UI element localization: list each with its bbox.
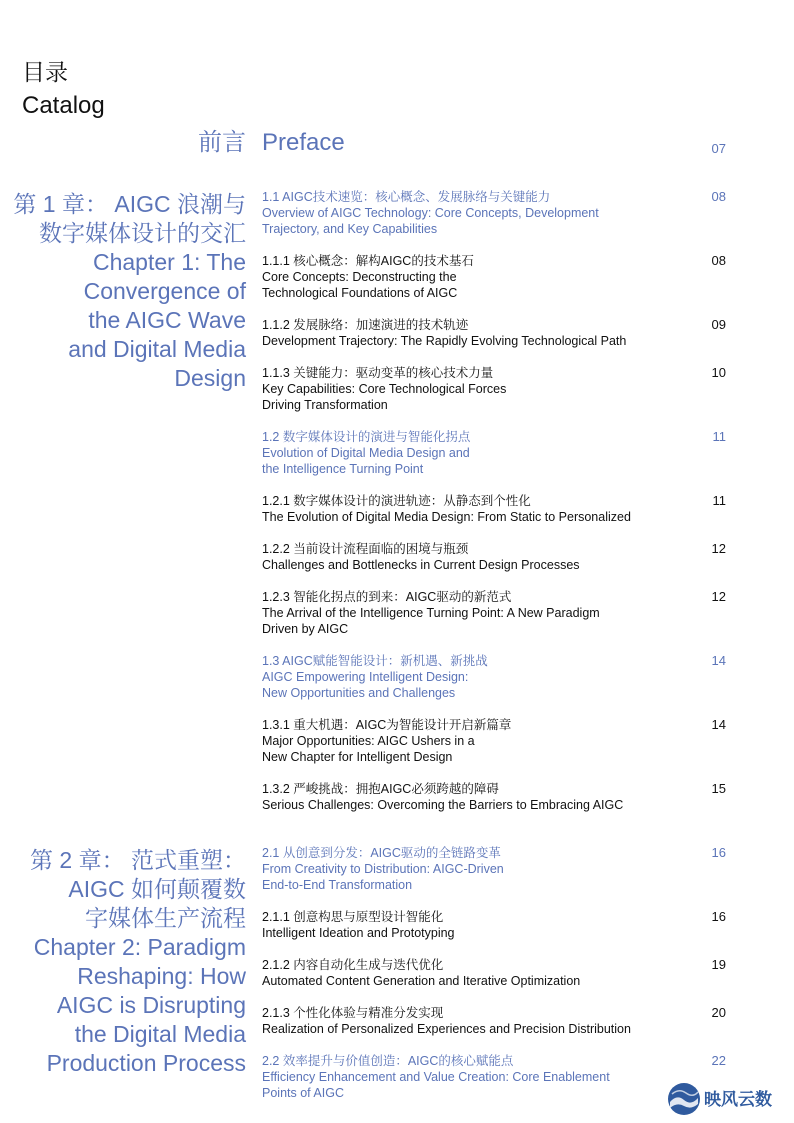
- toc-section-entry: [262, 653, 682, 701]
- toc-section-entry: [262, 845, 682, 893]
- toc-subsection-entry: [262, 541, 682, 573]
- toc-entry-line: 2.1 从创意到分发：AIGC驱动的全链路变革: [262, 846, 501, 860]
- toc-entry-line: 1.1 AIGC技术速览：核心概念、发展脉络与关键能力: [262, 190, 551, 204]
- toc-subsection-entry: [262, 957, 682, 989]
- toc-page-number: 14: [711, 653, 726, 668]
- chapter-heading-line: Chapter 2: Paradigm: [33, 934, 246, 960]
- toc-entry-line: the Intelligence Turning Point: [262, 462, 424, 476]
- toc-entry-line: AIGC Empowering Intelligent Design:: [262, 670, 469, 684]
- chapter-heading-line: Design: [174, 365, 246, 391]
- toc-entry-line: 2.2 效率提升与价值创造：AIGC的核心赋能点: [262, 1054, 514, 1068]
- toc-entry-line: Driving Transformation: [262, 398, 388, 412]
- chapter-heading-line: Chapter 1: The: [92, 249, 246, 275]
- toc-entry-line: Intelligent Ideation and Prototyping: [262, 926, 455, 940]
- chapter-heading: [6, 846, 246, 1078]
- toc-entry-line: 2.1.1 创意构思与原型设计智能化: [262, 910, 444, 924]
- toc-entry-line: 1.3.1 重大机遇：AIGC为智能设计开启新篇章: [262, 718, 512, 732]
- chapter-heading-line: AIGC 如何颠覆数: [68, 876, 246, 902]
- toc-entry-line: Overview of AIGC Technology: Core Concepts, Development: [262, 206, 599, 220]
- toc-entry-line: 1.2.3 智能化拐点的到来：AIGC驱动的新范式: [262, 590, 512, 604]
- toc-entry-line: 1.1.1 核心概念：解构AIGC的技术基石: [262, 254, 474, 268]
- chapter-heading-line: 第 2 章： 范式重塑：: [30, 847, 246, 873]
- toc-entry-line: 1.2.2 当前设计流程面临的困境与瓶颈: [262, 542, 469, 556]
- chapter-heading-line: the AIGC Wave: [88, 307, 246, 333]
- toc-subsection-entry: [262, 781, 682, 813]
- toc-page-number: 08: [711, 253, 726, 268]
- toc-subsection-entry: [262, 365, 682, 413]
- toc-section-entry: [262, 429, 682, 477]
- toc-entry-line: Development Trajectory: The Rapidly Evolving Technological Path: [262, 334, 627, 348]
- preface-label-cn: 前言: [198, 129, 246, 156]
- toc-entry-line: 2.1.2 内容自动化生成与迭代优化: [262, 958, 444, 972]
- toc-entry-line: 1.1.3 关键能力：驱动变革的核心技术力量: [262, 366, 494, 380]
- toc-subsection-entry: [262, 317, 682, 349]
- toc-entry-line: 1.3.2 严峻挑战：拥抱AIGC必须跨越的障碍: [262, 782, 499, 796]
- chapter-heading-line: the Digital Media: [74, 1021, 246, 1047]
- toc-page-number: 09: [711, 317, 726, 332]
- toc-subsection-entry: [262, 717, 682, 765]
- toc-page-number: 12: [711, 589, 726, 604]
- chapter-heading-line: 第 1 章： AIGC 浪潮与: [13, 191, 246, 217]
- toc-entry-line: New Chapter for Intelligent Design: [262, 750, 453, 764]
- toc-subsection-entry: [262, 253, 682, 301]
- toc-entry-line: 1.3 AIGC赋能智能设计：新机遇、新挑战: [262, 654, 488, 668]
- chapter-heading-line: AIGC is Disrupting: [56, 992, 246, 1018]
- chapter-heading-line: and Digital Media: [68, 336, 246, 362]
- toc-subsection-entry: [262, 909, 682, 941]
- catalog-title-en: Catalog: [22, 92, 105, 119]
- preface-label-en: Preface: [262, 129, 345, 156]
- toc-page-number: 22: [711, 1053, 726, 1068]
- toc-entry-line: The Evolution of Digital Media Design: From Static to Personalized: [262, 510, 631, 524]
- chapter-heading: [6, 190, 246, 393]
- toc-subsection-entry: [262, 1005, 682, 1037]
- chapter-heading-line: 数字媒体设计的交汇: [39, 220, 246, 246]
- catalog-title-cn: 目录: [22, 59, 68, 85]
- toc-entry-line: New Opportunities and Challenges: [262, 686, 456, 700]
- toc-page-number: 08: [711, 189, 726, 204]
- toc-entry-line: From Creativity to Distribution: AIGC-Driven: [262, 862, 504, 876]
- toc-page-number: 19: [711, 957, 726, 972]
- toc-page-number: 16: [711, 845, 726, 860]
- toc-entry-line: Key Capabilities: Core Technological Forces: [262, 382, 507, 396]
- toc-entry-line: Trajectory, and Key Capabilities: [262, 222, 438, 236]
- chapter-heading-line: Convergence of: [83, 278, 246, 304]
- toc-page-number: 20: [711, 1005, 726, 1020]
- toc-entry-line: Major Opportunities: AIGC Ushers in a: [262, 734, 475, 748]
- toc-entry-line: Driven by AIGC: [262, 622, 349, 636]
- toc-entry-line: 1.1.2 发展脉络：加速演进的技术轨迹: [262, 318, 469, 332]
- toc-entry-line: 1.2 数字媒体设计的演进与智能化拐点: [262, 430, 471, 444]
- chapter-heading-line: Production Process: [46, 1050, 246, 1076]
- toc-page-number: 10: [711, 365, 726, 380]
- toc-page-number: 11: [712, 429, 726, 444]
- toc-page-number: 12: [711, 541, 726, 556]
- toc-entry-line: Realization of Personalized Experiences and Precision Distribution: [262, 1022, 631, 1036]
- preface-page-number: 07: [711, 141, 726, 156]
- toc-page-number: 15: [711, 781, 726, 796]
- toc-entry-line: 1.2.1 数字媒体设计的演进轨迹：从静态到个性化: [262, 494, 531, 508]
- toc-page-number: 14: [711, 717, 726, 732]
- chapter-heading-line: Reshaping: How: [77, 963, 246, 989]
- toc-subsection-entry: [262, 589, 682, 637]
- svg-text:映风云数: 映风云数: [704, 1090, 772, 1110]
- chapter-heading-line: 字媒体生产流程: [85, 905, 246, 931]
- toc-entry-line: The Arrival of the Intelligence Turning Point: A New Paradigm: [262, 606, 600, 620]
- toc-entry-line: Challenges and Bottlenecks in Current Design Processes: [262, 558, 580, 572]
- toc-section-entry: [262, 1053, 682, 1101]
- toc-entry-line: Technological Foundations of AIGC: [262, 286, 458, 300]
- toc-page-number: 11: [712, 493, 726, 508]
- toc-page-number: 16: [711, 909, 726, 924]
- toc-entry-line: Efficiency Enhancement and Value Creation: Core Enablement: [262, 1070, 610, 1084]
- toc-entry-line: Automated Content Generation and Iterative Optimization: [262, 974, 581, 988]
- toc-entry-line: End-to-End Transformation: [262, 878, 413, 892]
- toc-entry-line: Points of AIGC: [262, 1086, 344, 1100]
- toc-section-entry: [262, 189, 682, 237]
- toc-subsection-entry: [262, 493, 682, 525]
- toc-entry-line: Evolution of Digital Media Design and: [262, 446, 470, 460]
- toc-entry-line: 2.1.3 个性化体验与精准分发实现: [262, 1006, 444, 1020]
- toc-entry-line: Serious Challenges: Overcoming the Barriers to Embracing AIGC: [262, 798, 624, 812]
- toc-entry-line: Core Concepts: Deconstructing the: [262, 270, 457, 284]
- watermark-logo: [664, 1080, 788, 1118]
